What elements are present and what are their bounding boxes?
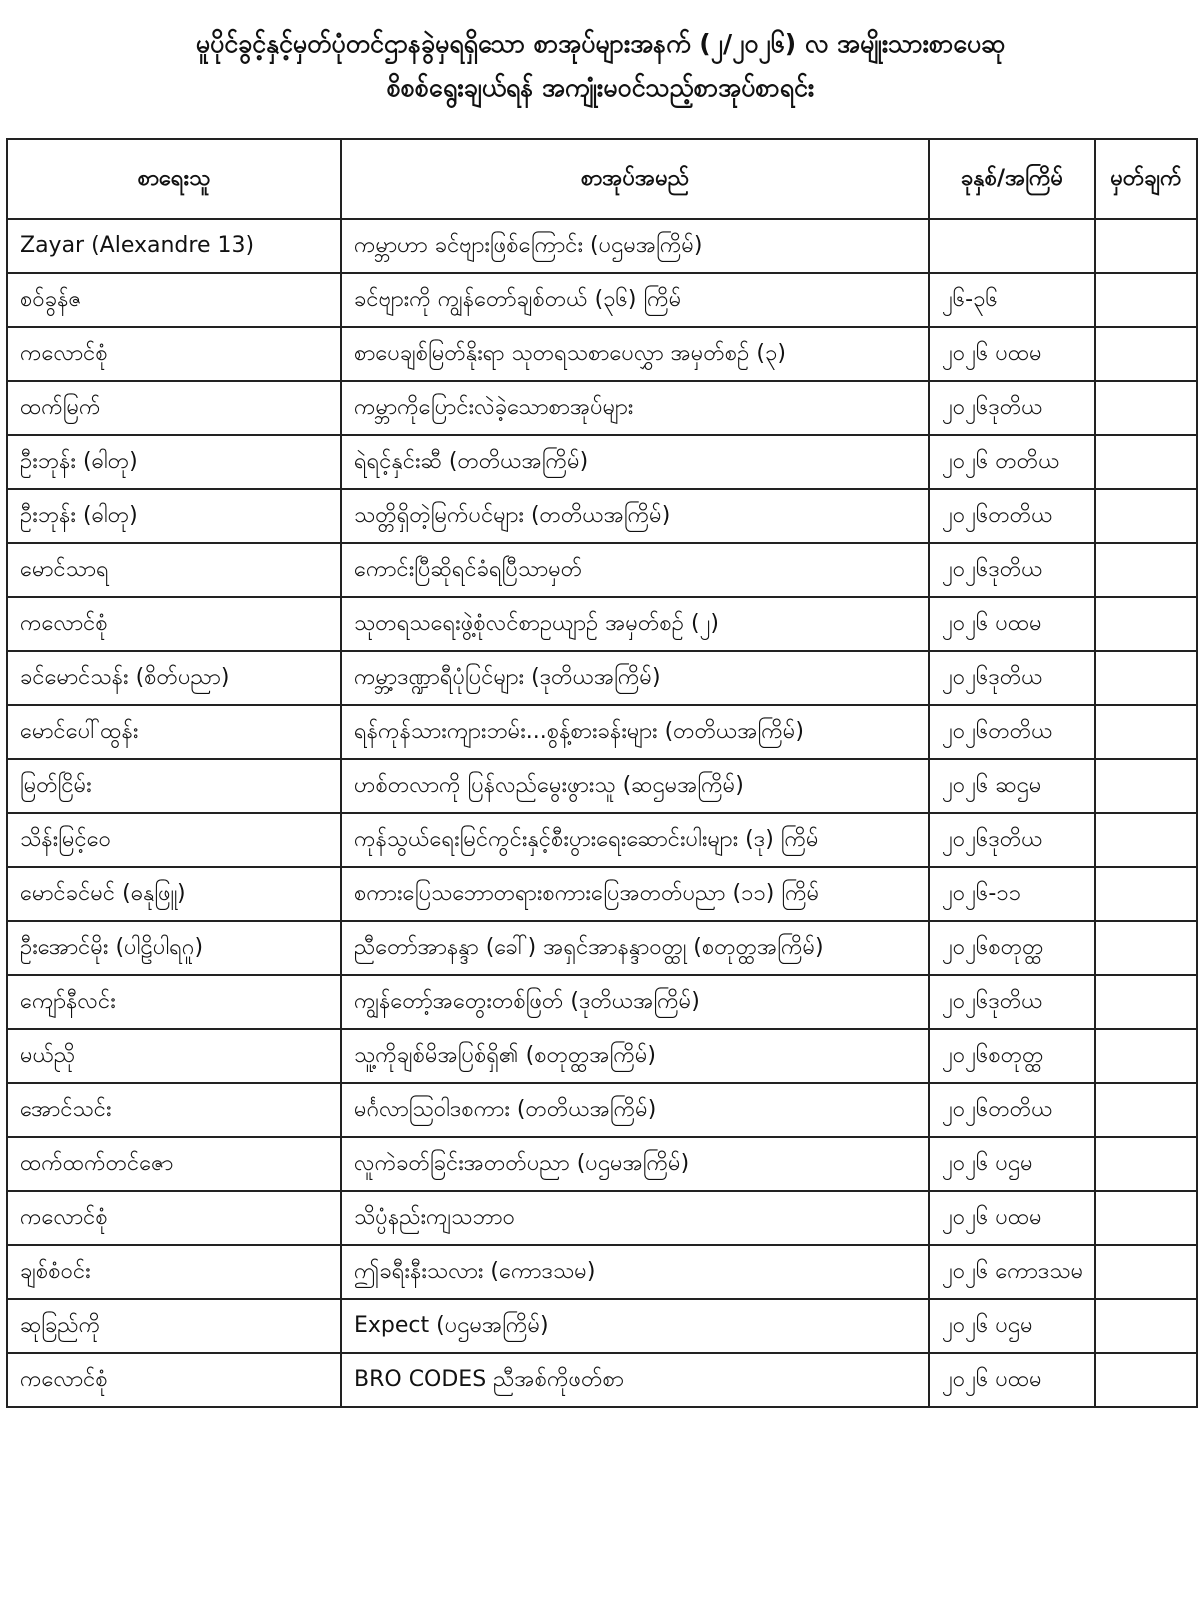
year-cell: ၂၀၂၆ ပဌမ (929, 1137, 1095, 1191)
note-cell (1095, 597, 1197, 651)
table-row (7, 273, 1197, 327)
note-cell (1095, 651, 1197, 705)
author-cell: ချစ်စံဝင်း (7, 1245, 341, 1299)
title-cell: BRO CODES ညီအစ်ကိုဖတ်စာ (341, 1353, 929, 1407)
title-cell: သူ့ကိုချစ်မိအပြစ်ရှိ၏ (စတုတ္ထအကြိမ်) (341, 1029, 929, 1083)
header-author: စာရေးသူ (7, 139, 341, 219)
year-cell: ၂၀၂၆ဒုတိယ (929, 813, 1095, 867)
title-cell: ညီတော်အာနန္ဒာ (ခေါ်) အရှင်အာနန္ဒာဝတ္ထု (စတုတ္ထအကြိမ်) (341, 921, 929, 975)
year-cell: ၂၀၂၆စတုတ္ထ (929, 1029, 1095, 1083)
table-row (7, 705, 1197, 759)
table-row (7, 1245, 1197, 1299)
note-cell (1095, 435, 1197, 489)
title-cell: ဟစ်တလာကို ပြန်လည်မွေးဖွားသူ (ဆဌမအကြိမ်) (341, 759, 929, 813)
author-cell: မြတ်ငြိမ်း (7, 759, 341, 813)
author-cell: ကျော်နီလင်း (7, 975, 341, 1029)
note-cell (1095, 381, 1197, 435)
title-cell: စာပေချစ်မြတ်နိုးရာ သုတရသစာပေလွှာ အမှတ်စဉ် (၃) (341, 327, 929, 381)
author-cell: မယ်ညို (7, 1029, 341, 1083)
year-cell: ၂၀၂၆ ကောဒသမ (929, 1245, 1095, 1299)
note-cell (1095, 219, 1197, 273)
title-cell: သိပ္ပံနည်းကျသဘာဝ (341, 1191, 929, 1245)
year-cell: ၂၀၂၆တတိယ (929, 1083, 1095, 1137)
year-cell (929, 219, 1095, 273)
author-cell: ကလောင်စုံ (7, 327, 341, 381)
author-cell: ခင်မောင်သန်း (စိတ်ပညာ) (7, 651, 341, 705)
note-cell (1095, 921, 1197, 975)
note-cell (1095, 1353, 1197, 1407)
note-cell (1095, 1245, 1197, 1299)
author-cell: ဦးအောင်မိုး (ပါဠိပါရဂူ) (7, 921, 341, 975)
year-cell: ၂၀၂၆ဒုတိယ (929, 381, 1095, 435)
year-cell: ၂၀၂၆စတုတ္ထ (929, 921, 1095, 975)
document-title (0, 22, 1201, 110)
table-row (7, 1353, 1197, 1407)
year-cell: ၂၀၂၆-၁၁ (929, 867, 1095, 921)
title-cell: ဤခရီးနီးသလား (ကောဒသမ) (341, 1245, 929, 1299)
table-header-row (7, 139, 1197, 219)
author-cell: ထက်မြက် (7, 381, 341, 435)
year-cell: ၂၀၂၆ ပထမ (929, 1353, 1095, 1407)
table-body (7, 219, 1197, 1407)
note-cell (1095, 867, 1197, 921)
table-row (7, 1191, 1197, 1245)
note-cell (1095, 1299, 1197, 1353)
title-cell: ကျွန်တော့်အတွေးတစ်ဖြတ် (ဒုတိယအကြိမ်) (341, 975, 929, 1029)
year-cell: ၂၀၂၆ ဆဌမ (929, 759, 1095, 813)
author-cell: မောင်ပေါ်ထွန်း (7, 705, 341, 759)
author-cell: Zayar (Alexandre 13) (7, 219, 341, 273)
note-cell (1095, 489, 1197, 543)
year-cell: ၂၀၂၆ တတိယ (929, 435, 1095, 489)
year-cell: ၂၆-၃၆ (929, 273, 1095, 327)
title-cell: စကားပြေသဘောတရားစကားပြေအတတ်ပညာ (၁၁) ကြိမ် (341, 867, 929, 921)
note-cell (1095, 327, 1197, 381)
book-list-table (6, 138, 1198, 1408)
note-cell (1095, 1029, 1197, 1083)
note-cell (1095, 813, 1197, 867)
title-line-2: စိစစ်ရွေးချယ်ရန် အကျုံးမဝင်သည့်စာအုပ်စာရင်း (386, 73, 815, 102)
note-cell (1095, 273, 1197, 327)
table-row (7, 813, 1197, 867)
year-cell: ၂၀၂၆ ပဌမ (929, 1299, 1095, 1353)
title-cell: ကမ္ဘာဟာ ခင်ဗျားဖြစ်ကြောင်း (ပဌမအကြိမ်) (341, 219, 929, 273)
author-cell: ကလောင်စုံ (7, 1353, 341, 1407)
title-cell: ရန်ကုန်သားကျားဘမ်း...စွန့်စားခန်းများ (တတိယအကြိမ်) (341, 705, 929, 759)
title-cell: သုတရသရေးဖွဲ့စုံလင်စာဥယျာဉ် အမှတ်စဉ် (၂) (341, 597, 929, 651)
table-row (7, 1299, 1197, 1353)
author-cell: ဦးဘုန်း (ဓါတု) (7, 435, 341, 489)
header-year: ခုနှစ်/အကြိမ် (929, 139, 1095, 219)
table-row (7, 921, 1197, 975)
table-row (7, 1029, 1197, 1083)
note-cell (1095, 1191, 1197, 1245)
table-row (7, 381, 1197, 435)
title-cell: လူကဲခတ်ခြင်းအတတ်ပညာ (ပဌမအကြိမ်) (341, 1137, 929, 1191)
table-row (7, 975, 1197, 1029)
title-cell: ကမ္ဘာ့ဒဏ္ဍာရီပုံပြင်များ (ဒုတိယအကြိမ်) (341, 651, 929, 705)
year-cell: ၂၀၂၆ ပထမ (929, 597, 1095, 651)
title-cell: ခင်ဗျားကို ကျွန်တော်ချစ်တယ် (၃၆) ကြိမ် (341, 273, 929, 327)
title-cell: သတ္တိရှိတဲ့မြက်ပင်များ (တတိယအကြိမ်) (341, 489, 929, 543)
table-row (7, 1083, 1197, 1137)
author-cell: ကလောင်စုံ (7, 1191, 341, 1245)
note-cell (1095, 1083, 1197, 1137)
year-cell: ၂၀၂၆ဒုတိယ (929, 651, 1095, 705)
table-row (7, 867, 1197, 921)
table-row (7, 489, 1197, 543)
table-row (7, 759, 1197, 813)
author-cell: သိန်းမြင့်ဝေ (7, 813, 341, 867)
table-row (7, 327, 1197, 381)
year-cell: ၂၀၂၆ဒုတိယ (929, 543, 1095, 597)
author-cell: ကလောင်စုံ (7, 597, 341, 651)
title-cell: Expect (ပဌမအကြိမ်) (341, 1299, 929, 1353)
author-cell: ထက်ထက်တင်ဇော (7, 1137, 341, 1191)
author-cell: ဦးဘုန်း (ဓါတု) (7, 489, 341, 543)
table-row (7, 651, 1197, 705)
table-row (7, 543, 1197, 597)
title-cell: ကမ္ဘာကိုပြောင်းလဲခဲ့သောစာအုပ်များ (341, 381, 929, 435)
table-row (7, 1137, 1197, 1191)
title-line-1: မူပိုင်ခွင့်နှင့်မှတ်ပုံတင်ဌာနခွဲမှရရှိသော စာအုပ်များအနက် (၂/၂၀၂၆) လ အမျိုးသားစာပေဆု (195, 29, 1006, 58)
table-row (7, 435, 1197, 489)
year-cell: ၂၀၂၆ ပထမ (929, 327, 1095, 381)
title-cell: ကောင်းပြီဆိုရင်ခံရပြီသာမှတ် (341, 543, 929, 597)
year-cell: ၂၀၂၆ဒုတိယ (929, 975, 1095, 1029)
table-row (7, 597, 1197, 651)
table-row (7, 219, 1197, 273)
note-cell (1095, 759, 1197, 813)
note-cell (1095, 1137, 1197, 1191)
author-cell: စဝ်ခွန်ဇ (7, 273, 341, 327)
year-cell: ၂၀၂၆တတိယ (929, 489, 1095, 543)
note-cell (1095, 543, 1197, 597)
author-cell: အောင်သင်း (7, 1083, 341, 1137)
year-cell: ၂၀၂၆ ပထမ (929, 1191, 1095, 1245)
title-cell: ရဲရင့်နှင်းဆီ (တတိယအကြိမ်) (341, 435, 929, 489)
author-cell: မောင်ခင်မင် (ဓနုဖြူ) (7, 867, 341, 921)
header-note: မှတ်ချက် (1095, 139, 1197, 219)
title-cell: မင်္ဂလာသြဝါဒစကား (တတိယအကြိမ်) (341, 1083, 929, 1137)
header-title: စာအုပ်အမည် (341, 139, 929, 219)
note-cell (1095, 975, 1197, 1029)
note-cell (1095, 705, 1197, 759)
title-cell: ကုန်သွယ်ရေးမြင်ကွင်းနှင့်စီးပွားရေးဆောင်းပါးများ (ဒု) ကြိမ် (341, 813, 929, 867)
author-cell: မောင်သာရ (7, 543, 341, 597)
year-cell: ၂၀၂၆တတိယ (929, 705, 1095, 759)
author-cell: ဆုခြည်ကို (7, 1299, 341, 1353)
